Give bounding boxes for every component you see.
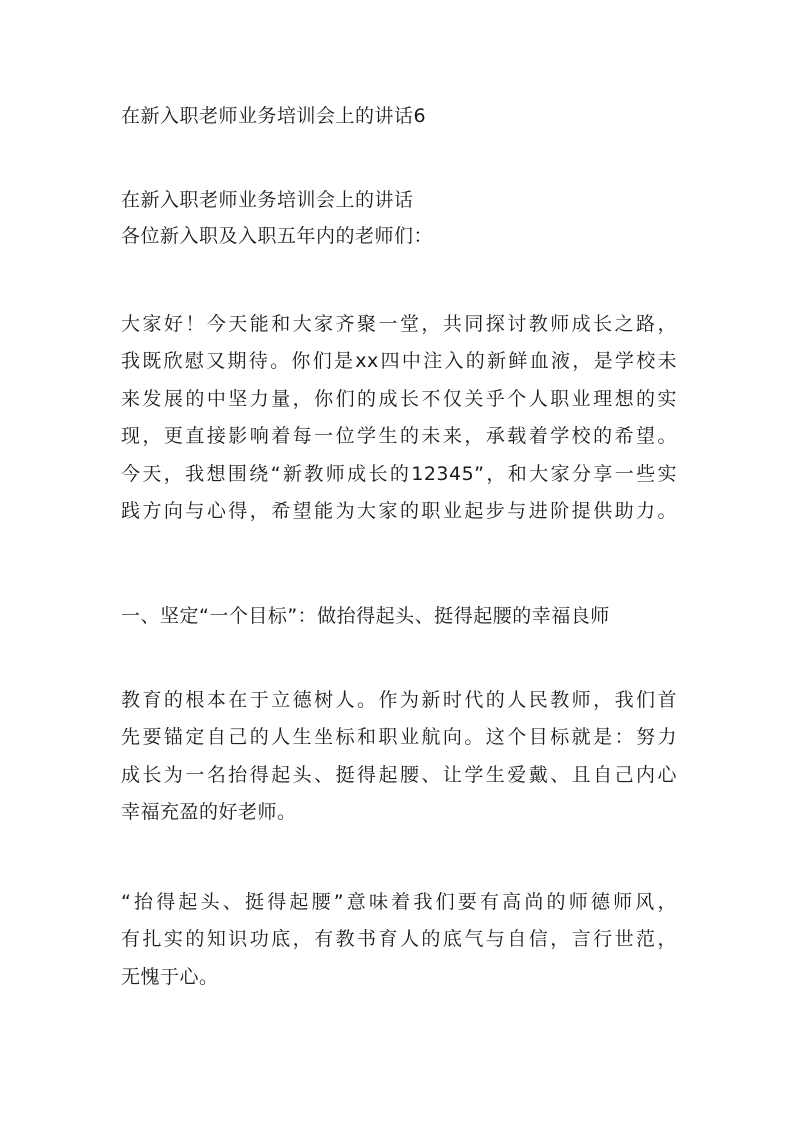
- document-title: 在新入职老师业务培训会上的讲话6: [121, 105, 427, 127]
- paragraph-meaning: [121, 884, 677, 996]
- paragraph-line: 成长为一名抬得起头、挺得起腰、让学生爱戴、且自己内心: [121, 763, 677, 786]
- paragraph-line: 今天，我想围绕“新教师成长的12345”，和大家分享一些实: [121, 462, 677, 485]
- paragraph-line: 无愧于心。: [121, 965, 219, 988]
- paragraph-goal: [121, 682, 677, 832]
- paragraph-line: 先要锚定自己的人生坐标和职业航向。这个目标就是：努力: [121, 726, 677, 749]
- salutation: [121, 218, 677, 255]
- speech-title: [121, 182, 677, 219]
- speech-title-text: 在新入职老师业务培训会上的讲话: [121, 189, 414, 211]
- paragraph-line: 幸福充盈的好老师。: [121, 801, 297, 824]
- paragraph-line: 大家好！今天能和大家齐聚一堂，共同探讨教师成长之路，: [121, 313, 677, 335]
- salutation-text: 各位新入职及入职五年内的老师们：: [121, 225, 434, 247]
- paragraph-line: 来发展的中坚力量，你们的成长不仅关乎个人职业理想的实: [121, 387, 677, 410]
- section-heading-1: [121, 598, 677, 635]
- paragraph-line: 有扎实的知识功底，有教书育人的底气与自信，言行世范，: [121, 928, 677, 951]
- paragraph-line: 我既欣慰又期待。你们是xx四中注入的新鲜血液，是学校未: [121, 350, 677, 373]
- paragraph-intro: [121, 306, 677, 530]
- section-heading-text: 一、坚定“一个目标”：做抬得起头、挺得起腰的幸福良师: [121, 605, 610, 627]
- paragraph-line: “抬得起头、挺得起腰”意味着我们要有高尚的师德师风，: [121, 891, 677, 913]
- paragraph-line: 教育的根本在于立德树人。作为新时代的人民教师，我们首: [121, 689, 677, 711]
- paragraph-line: 现，更直接影响着每一位学生的未来，承载着学校的希望。: [121, 425, 677, 448]
- paragraph-line: 践方向与心得，希望能为大家的职业起步与进阶提供助力。: [121, 500, 677, 523]
